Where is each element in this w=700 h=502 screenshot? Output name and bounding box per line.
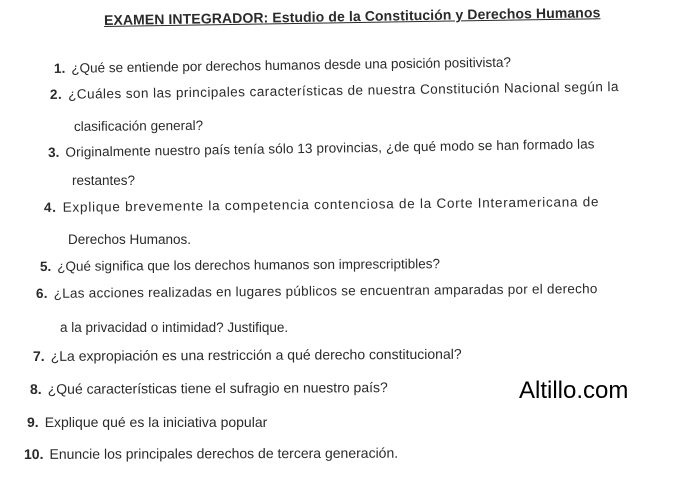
question-text: Explique brevemente la competencia contenciosa de la Corte Interamericana de	[62, 194, 600, 215]
question-number: 3.	[47, 144, 60, 160]
question-3	[48, 136, 595, 161]
question-2	[50, 79, 619, 103]
question-text: ¿Qué características tiene el sufragio en nuestro país?	[47, 379, 388, 397]
question-number: 5.	[39, 258, 52, 274]
question-number: 6.	[35, 285, 48, 301]
question-2-continuation: clasificación general?	[73, 117, 204, 134]
question-number: 4.	[43, 199, 57, 215]
question-6-continuation: a la privacidad o intimidad? Justifique.	[60, 320, 289, 335]
question-number: 2.	[49, 86, 63, 102]
question-text: ¿Las acciones realizadas en lugares públicos se encuentran amparadas por el derecho	[53, 281, 598, 301]
question-6	[36, 281, 598, 302]
question-4-continuation: Derechos Humanos.	[68, 232, 192, 247]
exam-title-lead: EXAMEN INTEGRADOR	[103, 9, 264, 28]
exam-title-rest: : Estudio de la Constitución y Derechos Humanos	[263, 4, 601, 26]
question-4	[44, 194, 599, 216]
question-number: 10.	[23, 445, 44, 462]
question-3-continuation: restantes?	[72, 173, 136, 188]
question-number: 9.	[27, 414, 39, 430]
question-text: ¿Cuáles son las principales características de nuestra Constitución Nacional según la	[68, 79, 619, 102]
question-10	[24, 445, 398, 462]
question-text: ¿Qué significa que los derechos humanos son imprescriptibles?	[57, 256, 441, 274]
question-7	[33, 346, 462, 364]
question-number: 7.	[32, 347, 45, 364]
site-watermark: Altillo.com	[519, 377, 629, 404]
question-number: 1.	[53, 60, 66, 76]
question-text: Originalmente nuestro país tenía sólo 13 provincias, ¿de qué modo se han formado las	[65, 136, 595, 160]
exam-title	[104, 4, 624, 28]
question-number: 8.	[29, 380, 42, 397]
question-text: ¿La expropiación es una restricción a qué derecho constitucional?	[50, 345, 462, 364]
question-5	[40, 256, 440, 275]
question-text: ¿Qué se entiende por derechos humanos desde una posición positivista?	[71, 54, 512, 76]
question-text: Enuncie los principales derechos de tercera generación.	[49, 444, 399, 462]
question-1	[54, 55, 511, 77]
question-9	[27, 414, 267, 430]
question-text: Explique qué es la iniciativa popular	[44, 414, 268, 430]
question-8	[30, 379, 388, 397]
